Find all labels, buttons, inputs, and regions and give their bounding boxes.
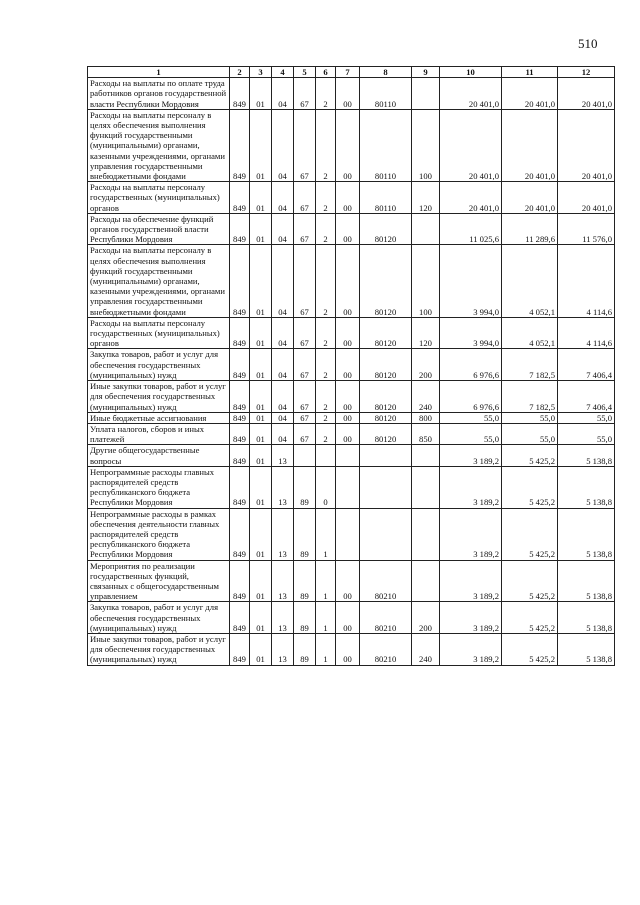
amount-col-12: 5 138,8: [558, 445, 615, 466]
column-header: 11: [502, 67, 558, 78]
admin-code: 849: [230, 245, 250, 317]
table-row: [88, 466, 615, 508]
subsection-code: 04: [272, 245, 294, 317]
section-code: 01: [250, 349, 272, 381]
subsection-code: 04: [272, 182, 294, 214]
event-code: [336, 508, 360, 560]
amount-col-10: 3 189,2: [440, 466, 502, 508]
expense-type-code: 240: [412, 633, 440, 665]
amount-col-12: 5 138,8: [558, 508, 615, 560]
section-code: 01: [250, 78, 272, 110]
event-code: 00: [336, 78, 360, 110]
row-name: Непрограммные расходы главных распорядителей средств республиканского бюджета Республики Мордовия: [88, 466, 230, 508]
direction-code: 80120: [360, 423, 412, 444]
amount-col-10: 20 401,0: [440, 78, 502, 110]
section-code: 01: [250, 633, 272, 665]
subsection-code: 04: [272, 78, 294, 110]
row-name: Расходы на выплаты персоналу в целях обеспечения выполнения функций государственными (муниципальными) органами, казенными учреждениями, органами управления государственными внебюджетными фондами: [88, 109, 230, 181]
table-row: [88, 633, 615, 665]
admin-code: 849: [230, 412, 250, 423]
event-code: 00: [336, 245, 360, 317]
amount-col-11: 5 425,2: [502, 445, 558, 466]
expense-type-code: 200: [412, 349, 440, 381]
row-name: Закупка товаров, работ и услуг для обеспечения государственных (муниципальных) нужд: [88, 602, 230, 634]
table-row: [88, 412, 615, 423]
column-header: 12: [558, 67, 615, 78]
table-row: [88, 445, 615, 466]
amount-col-12: 4 114,6: [558, 317, 615, 349]
amount-col-11: 11 289,6: [502, 213, 558, 245]
section-code: 01: [250, 317, 272, 349]
amount-col-12: 11 576,0: [558, 213, 615, 245]
budget-table: [87, 66, 615, 666]
amount-col-12: 20 401,0: [558, 78, 615, 110]
section-code: 01: [250, 381, 272, 413]
program-code: 89: [294, 560, 316, 602]
direction-code: 80120: [360, 412, 412, 423]
program-code: 67: [294, 349, 316, 381]
column-header: 1: [88, 67, 230, 78]
subsection-code: 04: [272, 317, 294, 349]
amount-col-12: 20 401,0: [558, 109, 615, 181]
amount-col-10: 3 189,2: [440, 560, 502, 602]
section-code: 01: [250, 423, 272, 444]
amount-col-11: 55,0: [502, 423, 558, 444]
direction-code: 80110: [360, 182, 412, 214]
admin-code: 849: [230, 109, 250, 181]
row-name: Расходы на выплаты по оплате труда работников органов государственной власти Республики Мордовия: [88, 78, 230, 110]
table-row: [88, 349, 615, 381]
direction-code: 80120: [360, 317, 412, 349]
table-row: [88, 109, 615, 181]
amount-col-11: 55,0: [502, 412, 558, 423]
subprogram-code: 2: [316, 182, 336, 214]
amount-col-10: 11 025,6: [440, 213, 502, 245]
subsection-code: 04: [272, 412, 294, 423]
program-code: 89: [294, 633, 316, 665]
expense-type-code: [412, 445, 440, 466]
event-code: 00: [336, 633, 360, 665]
amount-col-12: 5 138,8: [558, 466, 615, 508]
direction-code: [360, 508, 412, 560]
direction-code: [360, 466, 412, 508]
event-code: 00: [336, 349, 360, 381]
amount-col-10: 20 401,0: [440, 182, 502, 214]
amount-col-12: 7 406,4: [558, 381, 615, 413]
admin-code: 849: [230, 602, 250, 634]
amount-col-11: 4 052,1: [502, 317, 558, 349]
admin-code: 849: [230, 349, 250, 381]
table-row: [88, 508, 615, 560]
expense-type-code: 100: [412, 109, 440, 181]
row-name: Иные закупки товаров, работ и услуг для обеспечения государственных (муниципальных) нужд: [88, 633, 230, 665]
admin-code: 849: [230, 560, 250, 602]
table-row: [88, 182, 615, 214]
expense-type-code: 800: [412, 412, 440, 423]
subsection-code: 04: [272, 109, 294, 181]
amount-col-12: 5 138,8: [558, 602, 615, 634]
admin-code: 849: [230, 423, 250, 444]
table-row: [88, 245, 615, 317]
amount-col-12: 55,0: [558, 423, 615, 444]
column-header: 9: [412, 67, 440, 78]
amount-col-10: 55,0: [440, 412, 502, 423]
section-code: 01: [250, 213, 272, 245]
program-code: 89: [294, 602, 316, 634]
table-row: [88, 560, 615, 602]
subprogram-code: 1: [316, 602, 336, 634]
row-name: Расходы на выплаты персоналу в целях обеспечения выполнения функций государственными (муниципальными) органами, казенными учреждениями, органами управления государственными внебюджетными фондами: [88, 245, 230, 317]
amount-col-11: 4 052,1: [502, 245, 558, 317]
expense-type-code: 200: [412, 602, 440, 634]
subsection-code: 04: [272, 349, 294, 381]
subprogram-code: 2: [316, 381, 336, 413]
direction-code: [360, 445, 412, 466]
amount-col-11: 5 425,2: [502, 560, 558, 602]
subprogram-code: 1: [316, 560, 336, 602]
column-header: 10: [440, 67, 502, 78]
expense-type-code: [412, 78, 440, 110]
row-name: Мероприятия по реализации государственных функций, связанных с общегосударственным управлением: [88, 560, 230, 602]
amount-col-12: 55,0: [558, 412, 615, 423]
row-name: Иные закупки товаров, работ и услуг для обеспечения государственных (муниципальных) нужд: [88, 381, 230, 413]
subprogram-code: 2: [316, 349, 336, 381]
program-code: 89: [294, 508, 316, 560]
expense-type-code: 100: [412, 245, 440, 317]
admin-code: 849: [230, 182, 250, 214]
section-code: 01: [250, 245, 272, 317]
amount-col-11: 20 401,0: [502, 182, 558, 214]
subsection-code: 04: [272, 213, 294, 245]
amount-col-12: 7 406,4: [558, 349, 615, 381]
direction-code: 80210: [360, 560, 412, 602]
column-header: 8: [360, 67, 412, 78]
row-name: Иные бюджетные ассигнования: [88, 412, 230, 423]
event-code: [336, 445, 360, 466]
program-code: 67: [294, 213, 316, 245]
program-code: [294, 445, 316, 466]
amount-col-10: 6 976,6: [440, 381, 502, 413]
amount-col-11: 20 401,0: [502, 109, 558, 181]
event-code: 00: [336, 381, 360, 413]
admin-code: 849: [230, 78, 250, 110]
amount-col-10: 55,0: [440, 423, 502, 444]
column-header: 7: [336, 67, 360, 78]
subprogram-code: 2: [316, 245, 336, 317]
program-code: 67: [294, 317, 316, 349]
row-name: Уплата налогов, сборов и иных платежей: [88, 423, 230, 444]
direction-code: 80120: [360, 213, 412, 245]
subprogram-code: 2: [316, 317, 336, 349]
amount-col-10: 3 994,0: [440, 317, 502, 349]
subprogram-code: 1: [316, 508, 336, 560]
expense-type-code: 120: [412, 317, 440, 349]
table-row: [88, 602, 615, 634]
expense-type-code: 850: [412, 423, 440, 444]
amount-col-11: 5 425,2: [502, 633, 558, 665]
section-code: 01: [250, 412, 272, 423]
amount-col-11: 5 425,2: [502, 602, 558, 634]
direction-code: 80120: [360, 245, 412, 317]
subsection-code: 04: [272, 381, 294, 413]
direction-code: 80120: [360, 349, 412, 381]
admin-code: 849: [230, 381, 250, 413]
subsection-code: 13: [272, 560, 294, 602]
event-code: 00: [336, 317, 360, 349]
subprogram-code: 2: [316, 423, 336, 444]
direction-code: 80210: [360, 602, 412, 634]
section-code: 01: [250, 560, 272, 602]
subprogram-code: [316, 445, 336, 466]
program-code: 67: [294, 381, 316, 413]
table-row: [88, 213, 615, 245]
row-name: Расходы на обеспечение функций органов государственной власти Республики Мордовия: [88, 213, 230, 245]
program-code: 67: [294, 109, 316, 181]
table-row: [88, 381, 615, 413]
admin-code: 849: [230, 213, 250, 245]
section-code: 01: [250, 508, 272, 560]
section-code: 01: [250, 445, 272, 466]
table-row: [88, 423, 615, 444]
event-code: 00: [336, 412, 360, 423]
table-body: [88, 78, 615, 665]
row-name: Другие общегосударственные вопросы: [88, 445, 230, 466]
admin-code: 849: [230, 445, 250, 466]
expense-type-code: [412, 560, 440, 602]
subsection-code: 13: [272, 602, 294, 634]
subsection-code: 13: [272, 633, 294, 665]
amount-col-10: 3 189,2: [440, 602, 502, 634]
event-code: 00: [336, 109, 360, 181]
amount-col-11: 7 182,5: [502, 349, 558, 381]
program-code: 67: [294, 245, 316, 317]
direction-code: 80110: [360, 109, 412, 181]
subsection-code: 13: [272, 466, 294, 508]
row-name: Непрограммные расходы в рамках обеспечения деятельности главных распорядителей средств республиканского бюджета Республики Мордовия: [88, 508, 230, 560]
event-code: [336, 466, 360, 508]
event-code: 00: [336, 213, 360, 245]
direction-code: 80110: [360, 78, 412, 110]
header-row: [88, 67, 615, 78]
section-code: 01: [250, 182, 272, 214]
column-header: 4: [272, 67, 294, 78]
row-name: Закупка товаров, работ и услуг для обеспечения государственных (муниципальных) нужд: [88, 349, 230, 381]
program-code: 67: [294, 412, 316, 423]
subprogram-code: 2: [316, 412, 336, 423]
amount-col-11: 7 182,5: [502, 381, 558, 413]
table-row: [88, 78, 615, 110]
subprogram-code: 0: [316, 466, 336, 508]
amount-col-11: 20 401,0: [502, 78, 558, 110]
row-name: Расходы на выплаты персоналу государственных (муниципальных) органов: [88, 182, 230, 214]
event-code: 00: [336, 423, 360, 444]
page-number: 510: [578, 36, 598, 51]
expense-type-code: [412, 508, 440, 560]
admin-code: 849: [230, 317, 250, 349]
subprogram-code: 1: [316, 633, 336, 665]
expense-type-code: [412, 466, 440, 508]
amount-col-10: 3 994,0: [440, 245, 502, 317]
amount-col-10: 6 976,6: [440, 349, 502, 381]
section-code: 01: [250, 109, 272, 181]
column-header: 6: [316, 67, 336, 78]
program-code: 67: [294, 78, 316, 110]
column-header: 2: [230, 67, 250, 78]
expense-type-code: 120: [412, 182, 440, 214]
table-row: [88, 317, 615, 349]
amount-col-12: 4 114,6: [558, 245, 615, 317]
event-code: 00: [336, 560, 360, 602]
amount-col-10: 3 189,2: [440, 445, 502, 466]
program-code: 67: [294, 182, 316, 214]
direction-code: 80210: [360, 633, 412, 665]
admin-code: 849: [230, 633, 250, 665]
admin-code: 849: [230, 466, 250, 508]
admin-code: 849: [230, 508, 250, 560]
amount-col-10: 3 189,2: [440, 633, 502, 665]
subprogram-code: 2: [316, 213, 336, 245]
expense-type-code: 240: [412, 381, 440, 413]
subsection-code: 13: [272, 508, 294, 560]
section-code: 01: [250, 602, 272, 634]
amount-col-10: 20 401,0: [440, 109, 502, 181]
column-header: 3: [250, 67, 272, 78]
amount-col-10: 3 189,2: [440, 508, 502, 560]
amount-col-12: 5 138,8: [558, 560, 615, 602]
event-code: 00: [336, 602, 360, 634]
amount-col-12: 20 401,0: [558, 182, 615, 214]
program-code: 67: [294, 423, 316, 444]
direction-code: 80120: [360, 381, 412, 413]
amount-col-12: 5 138,8: [558, 633, 615, 665]
column-header: 5: [294, 67, 316, 78]
section-code: 01: [250, 466, 272, 508]
subsection-code: 04: [272, 423, 294, 444]
subprogram-code: 2: [316, 78, 336, 110]
amount-col-11: 5 425,2: [502, 466, 558, 508]
program-code: 89: [294, 466, 316, 508]
expense-type-code: [412, 213, 440, 245]
subprogram-code: 2: [316, 109, 336, 181]
amount-col-11: 5 425,2: [502, 508, 558, 560]
row-name: Расходы на выплаты персоналу государственных (муниципальных) органов: [88, 317, 230, 349]
event-code: 00: [336, 182, 360, 214]
subsection-code: 13: [272, 445, 294, 466]
